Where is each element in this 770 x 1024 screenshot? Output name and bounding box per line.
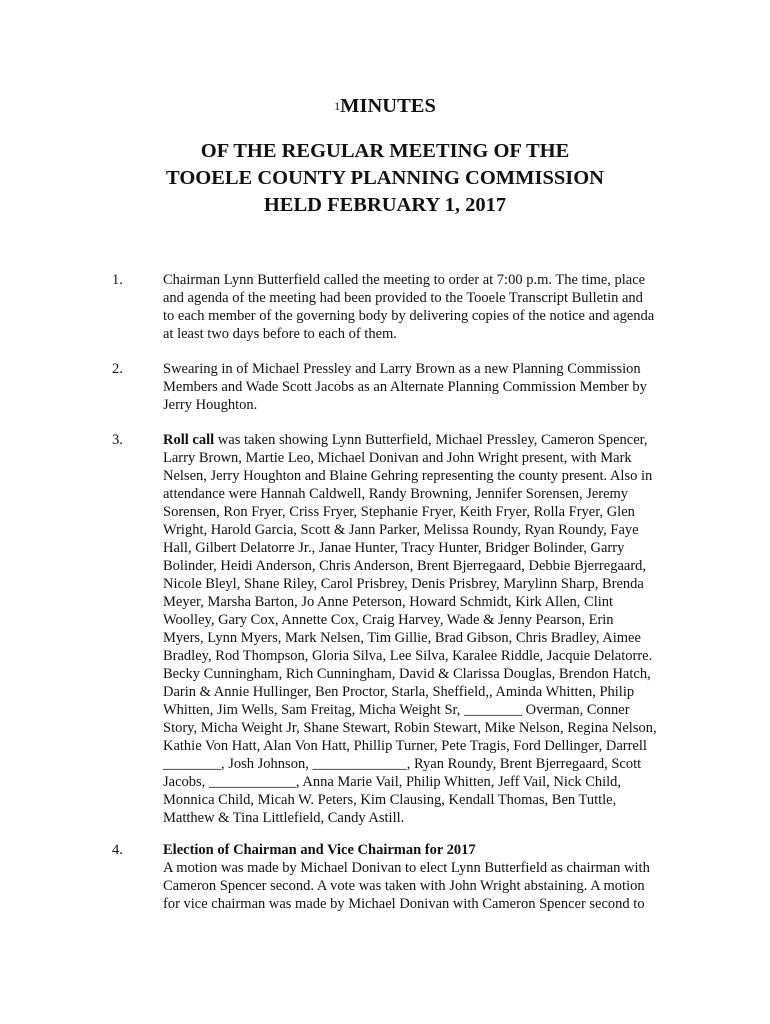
text-line: Nelsen, Jerry Houghton and Blaine Gehring representing the county present. Also in xyxy=(163,468,653,484)
text-line: Nicole Bleyl, Shane Riley, Carol Prisbrey, Denis Prisbrey, Marylinn Sharp, Brenda xyxy=(163,576,644,592)
text-line: Monnica Child, Micah W. Peters, Kim Clausing, Kendall Thomas, Ben Tuttle, xyxy=(163,792,617,808)
text-line: A motion was made by Michael Donivan to elect Lynn Butterfield as chairman with xyxy=(163,860,650,876)
text-line: Becky Cunningham, Rich Cunningham, David & Clarissa Douglas, Brendon Hatch, xyxy=(163,666,651,682)
text-line: Woolley, Gary Cox, Annette Cox, Craig Harvey, Wade & Jenny Pearson, Erin xyxy=(163,612,614,628)
item-text xyxy=(163,360,683,414)
text-line: Larry Brown, Martie Leo, Michael Donivan and John Wright present, with Mark xyxy=(163,450,632,466)
text-line: Wright, Harold Garcia, Scott & Jann Parker, Melissa Roundy, Ryan Roundy, Faye xyxy=(163,522,639,538)
text-line: Darin & Annie Hullinger, Ben Proctor, Starla, Sheffield,, Aminda Whitten, Philip xyxy=(163,684,635,700)
footnote-marker: 1 xyxy=(334,99,341,113)
text-line: Bolinder, Heidi Anderson, Chris Anderson, Brent Bjerregaard, Debbie Bjerregaard, xyxy=(163,558,647,574)
text-line: Cameron Spencer second. A vote was taken with John Wright abstaining. A motion xyxy=(163,878,645,894)
text-line: Jacobs, ____________, Anna Marie Vail, Philip Whitten, Jeff Vail, Nick Child, xyxy=(163,774,622,790)
text-line: Swearing in of Michael Pressley and Larry Brown as a new Planning Commission xyxy=(163,361,641,377)
item-number: 4. xyxy=(112,842,123,858)
subtitle-line: TOOELE COUNTY PLANNING COMMISSION xyxy=(166,167,604,189)
text-line: Chairman Lynn Butterfield called the meeting to order at 7:00 p.m. The time, place xyxy=(163,272,646,288)
text-line: Sorensen, Ron Fryer, Criss Fryer, Stephanie Fryer, Keith Fryer, Rolla Fryer, Glen xyxy=(163,504,635,520)
text-line: Myers, Lynn Myers, Mark Nelsen, Tim Gillie, Brad Gibson, Chris Bradley, Aimee xyxy=(163,630,641,646)
text-line: attendance were Hannah Caldwell, Randy Browning, Jennifer Sorensen, Jeremy xyxy=(163,486,629,502)
text-line: Hall, Gilbert Delatorre Jr., Janae Hunter, Tracy Hunter, Bridger Bolinder, Garry xyxy=(163,540,625,556)
text-line: Members and Wade Scott Jacobs as an Alternate Planning Commission Member by xyxy=(163,379,647,395)
text-line: Bradley, Rod Thompson, Gloria Silva, Lee Silva, Karalee Riddle, Jacquie Delatorre. xyxy=(163,648,653,664)
text-line: Meyer, Marsha Barton, Jo Anne Peterson, Howard Schmidt, Kirk Allen, Clint xyxy=(163,594,614,610)
subtitle-line: HELD FEBRUARY 1, 2017 xyxy=(263,194,507,216)
text-line: ________, Josh Johnson, _____________, Ryan Roundy, Brent Bjerregaard, Scott xyxy=(163,756,642,772)
text-line: Story, Micha Weight Jr, Shane Stewart, Robin Stewart, Mike Nelson, Regina Nelson, xyxy=(163,720,657,736)
roll-call-text: was taken showing Lynn Butterfield, Michael Pressley, Cameron Spencer, xyxy=(214,432,648,448)
item-number: 1. xyxy=(112,272,123,288)
text-line xyxy=(163,431,683,449)
text-line: Jerry Houghton. xyxy=(163,397,258,413)
text-line: Whitten, Jim Wells, Sam Freitag, Micha Weight Sr, ________ Overman, Conner xyxy=(163,702,630,718)
document-subtitle xyxy=(0,138,770,219)
text-line: Kathie Von Hatt, Alan Von Hatt, Phillip Turner, Pete Tragis, Ford Dellinger, Darrell xyxy=(163,738,647,754)
subtitle-line: OF THE REGULAR MEETING OF THE xyxy=(200,140,570,162)
item-number: 3. xyxy=(112,432,123,448)
item-number: 2. xyxy=(112,361,123,377)
text-line: for vice chairman was made by Michael Donivan with Cameron Spencer second to xyxy=(163,896,645,912)
item-text xyxy=(163,841,683,913)
document-title xyxy=(0,93,770,120)
roll-call-label: Roll call xyxy=(163,432,215,448)
text-line: and agenda of the meeting had been provided to the Tooele Transcript Bulletin and xyxy=(163,290,643,306)
section-heading: Election of Chairman and Vice Chairman for 2017 xyxy=(163,842,476,858)
text-line: at least two days before to each of them. xyxy=(163,326,397,342)
title-text: MINUTES xyxy=(340,95,436,117)
text-line: Matthew & Tina Littlefield, Candy Astill. xyxy=(163,810,405,826)
item-text xyxy=(163,271,683,343)
text-line: to each member of the governing body by delivering copies of the notice and agenda xyxy=(163,308,655,324)
item-text xyxy=(163,431,683,827)
